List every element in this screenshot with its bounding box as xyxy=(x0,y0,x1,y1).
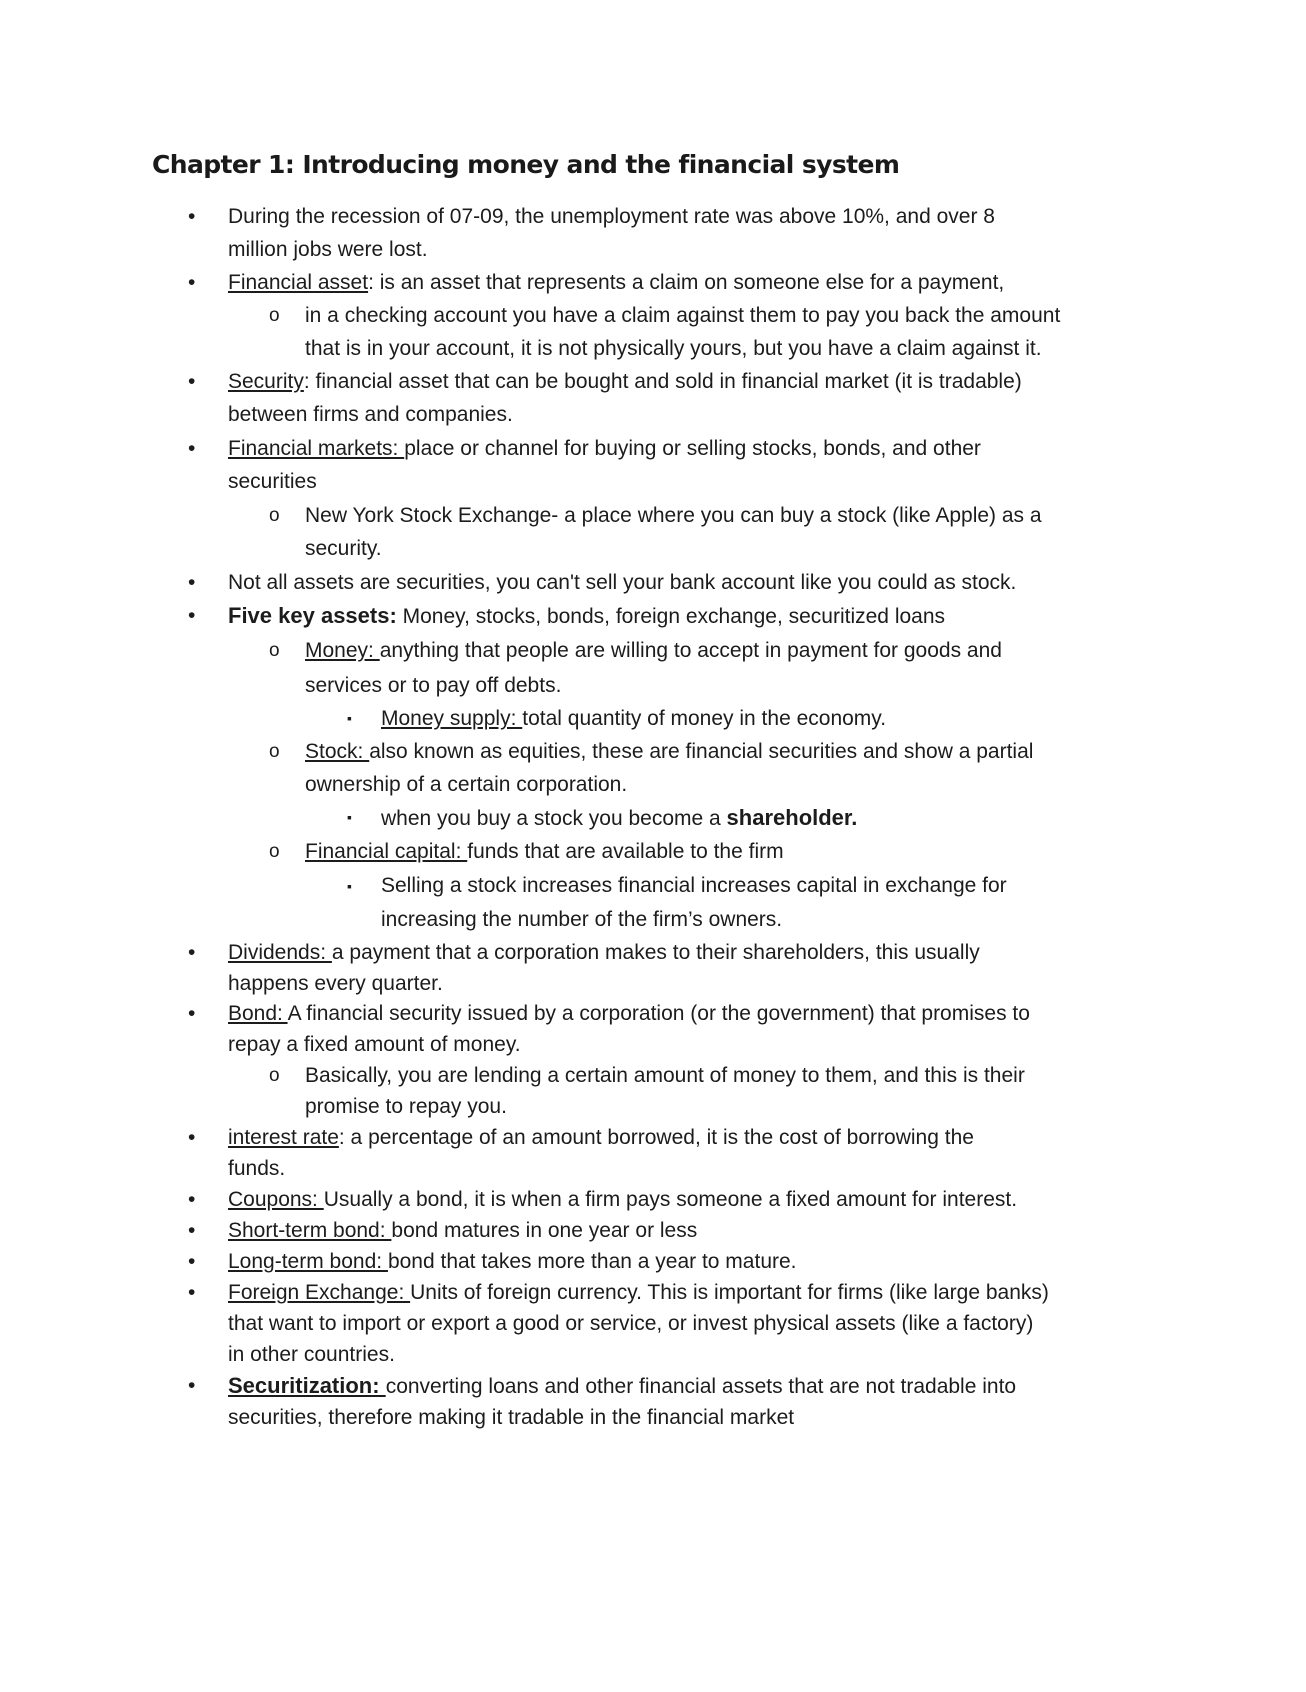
subbullet-money xyxy=(269,633,1002,703)
bullet-marker: • xyxy=(188,1002,196,1025)
term-financial-capital: Financial capital: xyxy=(305,840,468,863)
money-supply-line-1: total quantity of money in the economy. xyxy=(522,707,887,730)
term-securitization: Securitization: xyxy=(228,1373,386,1398)
term-dividends: Dividends: xyxy=(228,941,332,964)
interest-rate-line-1: : a percentage of an amount borrowed, it is the cost of borrowing the xyxy=(338,1126,974,1149)
foreign-exchange-line-1: Units of foreign currency. This is important for firms (like large banks) xyxy=(410,1281,1049,1304)
term-security: Security xyxy=(228,370,304,393)
financial-markets-line-1: place or channel for buying or selling stocks, bonds, and other xyxy=(404,437,981,460)
nyse-line-2: security. xyxy=(305,537,382,560)
securitization-line-1: converting loans and other financial assets that are not tradable into xyxy=(385,1375,1017,1398)
securitization-line-2: securities, therefore making it tradable in the financial market xyxy=(228,1406,795,1429)
long-term-line-1: bond that takes more than a year to mature. xyxy=(387,1250,797,1273)
not-all-line-1: Not all assets are securities, you can't sell your bank account like you could as stock. xyxy=(228,571,1017,594)
bullet-marker: • xyxy=(188,1250,196,1273)
five-key-line-1: Money, stocks, bonds, foreign exchange, securitized loans xyxy=(396,605,946,628)
bullet-security xyxy=(188,365,1022,431)
bullet-marker: • xyxy=(188,1126,196,1149)
term-long-term-bond: Long-term bond: xyxy=(228,1250,388,1273)
financial-markets-line-2: securities xyxy=(228,470,317,493)
subbullet-checking-account xyxy=(269,299,1061,365)
shareholder-line-1: when you buy a stock you become a xyxy=(381,807,727,830)
checking-line-2: that is in your account, it is not physically yours, but you have a claim against it. xyxy=(305,337,1042,360)
subsubbullet-selling-stock xyxy=(347,869,1007,937)
basically-line-2: promise to repay you. xyxy=(305,1095,507,1118)
bullet-coupons xyxy=(188,1184,1018,1215)
foreign-exchange-line-3: in other countries. xyxy=(228,1343,395,1366)
dividends-line-1: a payment that a corporation makes to their shareholders, this usually xyxy=(331,941,980,964)
bond-line-1: A financial security issued by a corporation (or the government) that promises to xyxy=(287,1002,1030,1025)
circle-marker: o xyxy=(269,741,280,762)
security-line-1: : financial asset that can be bought and sold in financial market (it is tradable) xyxy=(303,370,1022,393)
bullet-marker: • xyxy=(188,604,196,627)
bullet-foreign-exchange xyxy=(188,1277,1049,1370)
subsubbullet-shareholder xyxy=(347,801,858,835)
bullet-securitization xyxy=(188,1370,1017,1433)
term-bond: Bond: xyxy=(228,1002,288,1025)
bullet-marker: • xyxy=(188,370,196,393)
bullet-recession xyxy=(188,200,995,266)
bullet-not-all-assets xyxy=(188,566,1017,599)
bullet-bond xyxy=(188,998,1030,1060)
coupons-line-1: Usually a bond, it is when a firm pays someone a fixed amount for interest. xyxy=(323,1188,1018,1211)
bullet-marker: • xyxy=(188,941,196,964)
bullet-marker: • xyxy=(188,1188,196,1211)
checking-line-1: in a checking account you have a claim against them to pay you back the amount xyxy=(305,304,1061,327)
term-financial-markets: Financial markets: xyxy=(228,437,405,460)
bullet-marker: • xyxy=(188,1281,196,1304)
term-financial-asset: Financial asset xyxy=(228,271,369,294)
recession-line-2: million jobs were lost. xyxy=(228,238,428,261)
money-line-1: anything that people are willing to accept in payment for goods and xyxy=(379,639,1002,662)
chapter-title: Chapter 1: Introducing money and the financial system xyxy=(152,150,900,179)
subbullet-nyse xyxy=(269,499,1042,565)
recession-line-1: During the recession of 07-09, the unemployment rate was above 10%, and over 8 xyxy=(228,205,995,228)
nyse-line-1: New York Stock Exchange- a place where you can buy a stock (like Apple) as a xyxy=(305,504,1042,527)
selling-stock-line-1: Selling a stock increases financial increases capital in exchange for xyxy=(381,874,1007,897)
bullet-short-term-bond xyxy=(188,1215,698,1246)
financial-asset-line-1: : is an asset that represents a claim on someone else for a payment, xyxy=(368,271,1005,294)
stock-line-1: also known as equities, these are financial securities and show a partial xyxy=(369,740,1034,763)
square-marker: ▪ xyxy=(347,878,352,894)
foreign-exchange-line-2: that want to import or export a good or service, or invest physical assets (like a factory) xyxy=(228,1312,1034,1335)
circle-marker: o xyxy=(269,640,280,661)
bond-line-2: repay a fixed amount of money. xyxy=(228,1033,521,1056)
financial-capital-line-1: funds that are available to the firm xyxy=(467,840,784,863)
bullet-marker: • xyxy=(188,271,196,294)
bullet-long-term-bond xyxy=(188,1246,797,1277)
bullet-marker: • xyxy=(188,437,196,460)
bullet-marker: • xyxy=(188,1219,196,1242)
circle-marker: o xyxy=(269,305,280,326)
subbullet-stock xyxy=(269,735,1034,801)
term-foreign-exchange: Foreign Exchange: xyxy=(228,1281,411,1304)
subbullet-basically xyxy=(269,1060,1025,1122)
bullet-financial-markets xyxy=(188,432,981,498)
short-term-line-1: bond matures in one year or less xyxy=(391,1219,698,1242)
bullet-financial-asset xyxy=(188,266,1005,299)
term-short-term-bond: Short-term bond: xyxy=(228,1219,392,1242)
subsubbullet-money-supply xyxy=(347,702,887,735)
bullet-marker: • xyxy=(188,571,196,594)
term-interest-rate: interest rate xyxy=(228,1126,339,1149)
basically-line-1: Basically, you are lending a certain amount of money to them, and this is their xyxy=(305,1064,1025,1087)
term-five-key-assets: Five key assets: xyxy=(228,603,397,628)
bullet-interest-rate xyxy=(188,1122,974,1184)
bullet-five-key-assets xyxy=(188,599,946,633)
term-money-supply: Money supply: xyxy=(381,707,523,730)
circle-marker: o xyxy=(269,1065,280,1086)
circle-marker: o xyxy=(269,505,280,526)
stock-line-2: ownership of a certain corporation. xyxy=(305,773,628,796)
term-stock: Stock: xyxy=(305,740,370,763)
bullet-dividends xyxy=(188,937,980,999)
security-line-2: between firms and companies. xyxy=(228,403,513,426)
bullet-marker: • xyxy=(188,1374,196,1397)
square-marker: ▪ xyxy=(347,809,352,825)
bullet-marker: • xyxy=(188,205,196,228)
interest-rate-line-2: funds. xyxy=(228,1157,286,1180)
subbullet-financial-capital xyxy=(269,835,784,868)
dividends-line-2: happens every quarter. xyxy=(228,972,443,995)
term-money: Money: xyxy=(305,639,380,662)
money-line-2: services or to pay off debts. xyxy=(305,674,562,697)
selling-stock-line-2: increasing the number of the firm’s owners. xyxy=(381,908,783,931)
circle-marker: o xyxy=(269,841,280,862)
square-marker: ▪ xyxy=(347,710,352,726)
term-shareholder: shareholder. xyxy=(726,805,858,830)
term-coupons: Coupons: xyxy=(228,1188,324,1211)
